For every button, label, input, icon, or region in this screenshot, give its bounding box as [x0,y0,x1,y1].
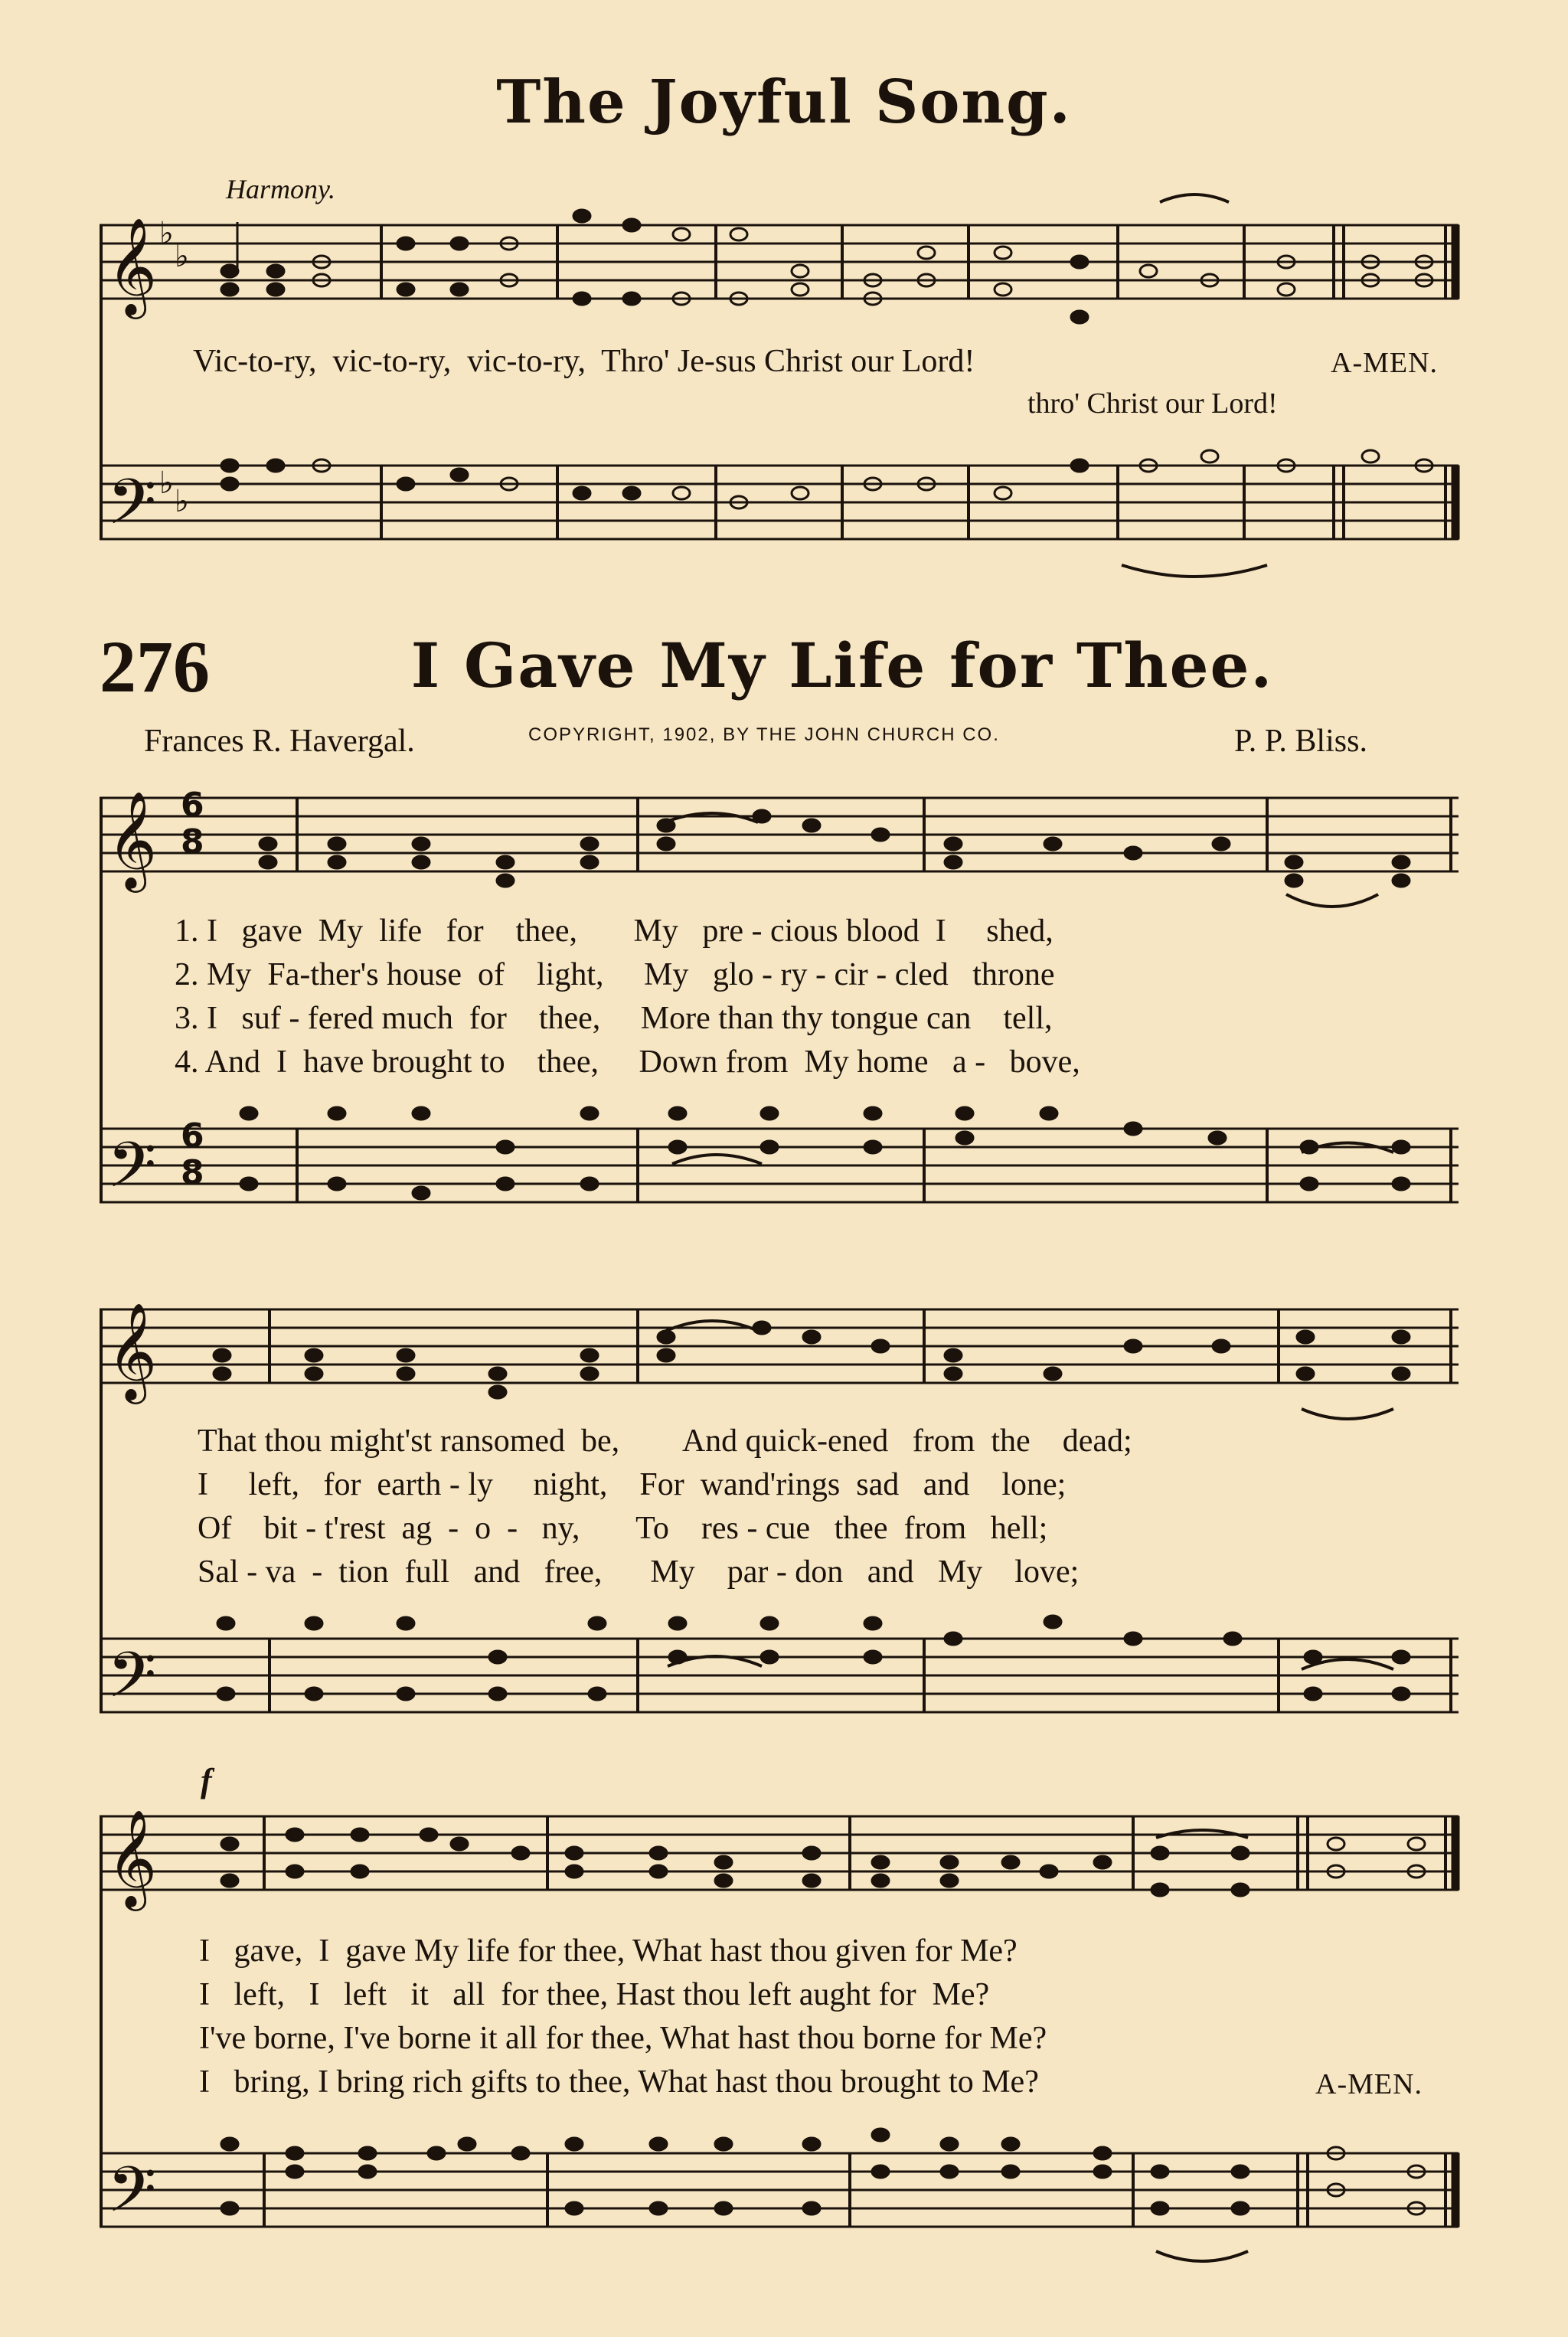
song1-alt-lyric: thro' Christ our Lord! [1027,387,1278,420]
bass-clef-icon: 𝄢 [107,2152,157,2242]
time-sig-8: 8 [181,822,204,861]
verse-1-line-b: That thou might'st ransomed be, And quick-ened from the dead; [198,1423,1132,1459]
treble-clef-icon: 𝄞 [107,1302,158,1400]
treble-clef-icon: 𝄞 [107,790,158,888]
song1-lyric: Vic-to-ry, vic-to-ry, vic-to-ry, Thro' Je-sus Christ our Lord! [193,344,975,379]
song1-amen: A-MEN. [1331,347,1439,379]
verse-3-line-a: 3. I suf - fered much for thee, More than thy tongue can tell, [175,1001,1053,1036]
forte-marking: f [201,1762,212,1799]
verse-4-line-b: Sal - va - tion full and free, My par - don and My love; [198,1554,1080,1590]
song2-sys3-treble-staff [100,1816,1459,1890]
verse-2-line-a: 2. My Fa-ther's house of light, My glo - ry - cir - cled throne [175,957,1055,992]
verse-1-line-a: 1. I gave My life for thee, My pre - cious blood I shed, [175,914,1054,949]
treble-clef-icon: 𝄞 [107,1809,158,1907]
verse-3-line-b: Of bit - t'rest ag - o - ny, To res - cue thee from hell; [198,1511,1048,1546]
bass-clef-icon: 𝄢 [107,1638,157,1727]
verse-2-line-b: I left, for earth - ly night, For wand'rings sad and lone; [198,1467,1067,1502]
refrain-line-2: I left, I left it all for thee, Hast thou left aught for Me? [199,1977,990,2012]
refrain-line-4: I bring, I bring rich gifts to thee, What hast thou brought to Me? [199,2064,1039,2100]
song2-sys1-treble-staff [100,798,1459,871]
song2-sys1-bass-staff [100,1129,1459,1202]
refrain-line-3: I've borne, I've borne it all for thee, What hast thou borne for Me? [199,2021,1047,2056]
bass-clef-icon: 𝄢 [107,1128,157,1218]
song1-bass-staff [100,466,1459,539]
refrain-line-1: I gave, I gave My life for thee, What hast thou given for Me? [199,1933,1018,1969]
flat-icon: ♭ [175,239,189,274]
composer: P. P. Bliss. [1234,724,1367,759]
song1-barlines [101,225,1446,539]
harmony-marking: Harmony. [226,174,335,204]
song2-title: I Gave My Life for Thee. [410,629,1274,701]
song2-sys3-bass-staff [100,2153,1459,2227]
song1-title: The Joyful Song. [496,67,1072,137]
song1-treble-staff [100,225,1459,299]
verse-4-line-a: 4. And I have brought to thee, Down from My home a - bove, [175,1044,1080,1080]
hymn-number: 276 [100,626,210,708]
treble-clef-icon: 𝄞 [107,217,158,315]
svg-text:6: 6 [181,1116,204,1155]
song2-sys2-treble-staff [100,1309,1459,1383]
bass-clef-icon: 𝄢 [107,465,157,554]
flat-icon: ♭ [175,484,189,519]
song2-sys2-bass-staff [100,1639,1459,1712]
song2-amen: A-MEN. [1315,2068,1423,2100]
copyright-notice: COPYRIGHT, 1902, BY THE JOHN CHURCH CO. [528,724,1000,745]
noteheads [214,210,1432,2214]
time-sig-6: 6 [181,786,204,825]
flat-icon: ♭ [159,466,174,501]
svg-text:8: 8 [181,1153,204,1192]
flat-icon: ♭ [159,216,174,251]
author: Frances R. Havergal. [144,724,415,759]
